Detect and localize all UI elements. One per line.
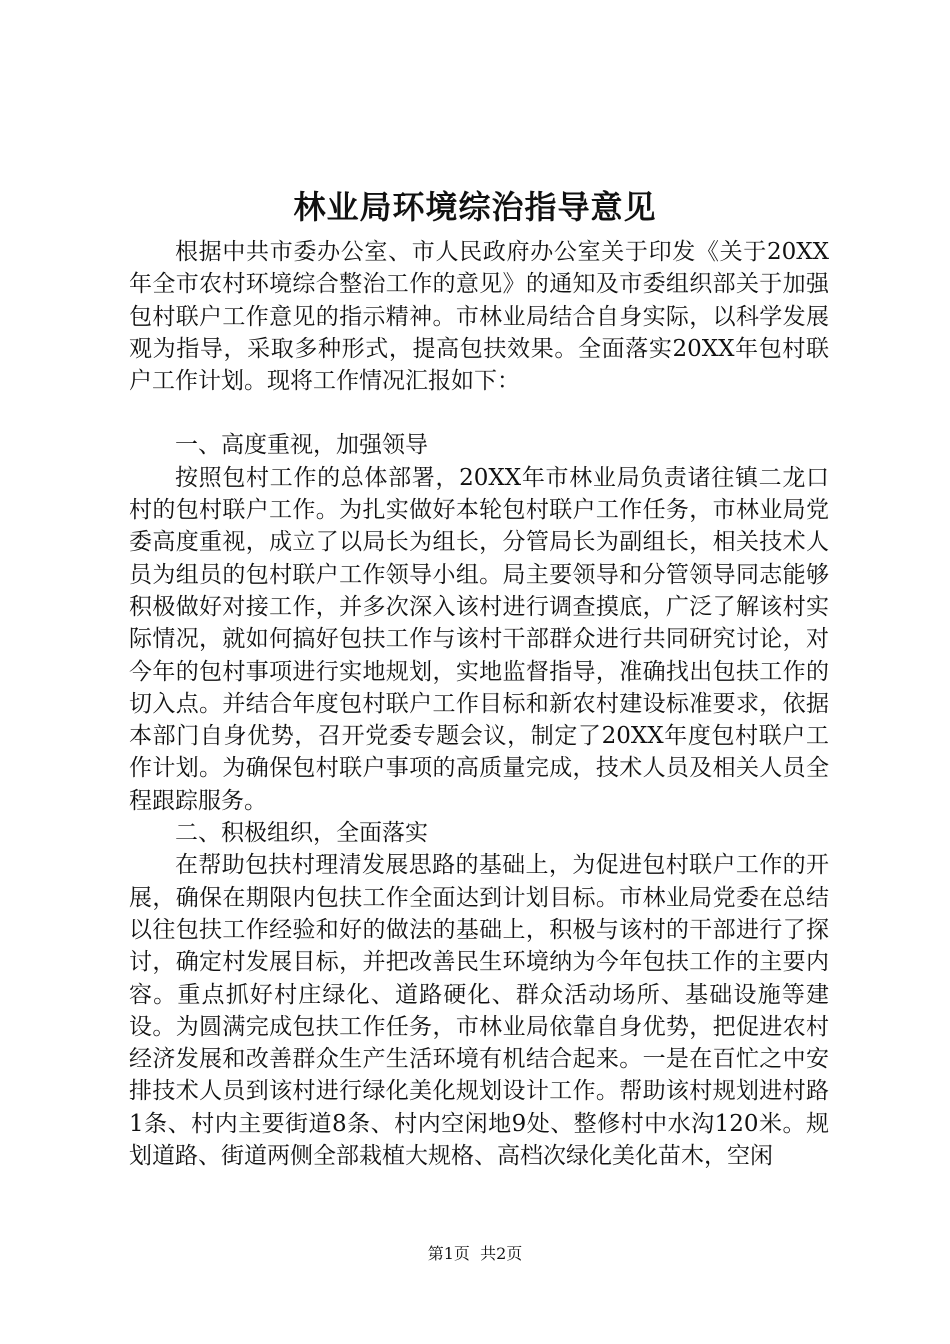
paragraph-intro: 根据中共市委办公室、市人民政府办公室关于印发《关于20XX年全市农村环境综合整治工作的意见》的通知及市委组织部关于加强包村联户工作意见的指示精神。市林业局结合自身实际，以科学发展观为指导，采取多种形式，提高包扶效果。全面落实20XX年包村联户工作计划。现将工作情况汇报如下： [129,239,829,395]
document-title: 林业局环境综治指导意见 [293,188,657,226]
footer-spacer [470,1244,480,1263]
page-total: 共2页 [480,1244,523,1263]
paragraph-section-2: 在帮助包扶村理清发展思路的基础上，为促进包村联户工作的开展，确保在期限内包扶工作全面达到计划目标。市林业局党委在总结以往包扶工作经验和好的做法的基础上，积极与该村的干部进行了探讨，确定村发展目标，并把改善民生环境纳为今年包扶工作的主要内容。重点抓好村庄绿化、道路硬化、群众活动场所、基础设施等建设。为圆满完成包扶工作任务，市林业局依靠自身优势，把促进农村经济发展和改善群众生产生活环境有机结合起来。一是在百忙之中安排技术人员到该村进行绿化美化规划设计工作。帮助该村规划进村路1条、村内主要街道8条、村内空闲地9处、整修村中水沟120米。规划道路、街道两侧全部栽植大规格、高档次绿化美化苗木，空闲 [129,852,829,1170]
paragraph-section-1: 按照包村工作的总体部署，20XX年市林业局负责诸往镇二龙口村的包村联户工作。为扎实做好本轮包村联户工作任务，市林业局党委高度重视，成立了以局长为组长，分管局长为副组长，相关技术人员为组员的包村联户工作领导小组。局主要领导和分管领导同志能够积极做好对接工作，并多次深入该村进行调查摸底，广泛了解该村实际情况，就如何搞好包扶工作与该村干部群众进行共同研究讨论，对今年的包村事项进行实地规划，实地监督指导，准确找出包扶工作的切入点。并结合年度包村联户工作目标和新农村建设标准要求，依据本部门自身优势，召开党委专题会议，制定了20XX年度包村联户工作计划。为确保包村联户事项的高质量完成，技术人员及相关人员全程跟踪服务。 [129,464,829,814]
paragraph-gap [129,397,829,429]
section-heading-1: 一、高度重视，加强领导 [175,432,428,459]
section-heading-2: 二、积极组织，全面落实 [175,820,428,847]
page-footer [0,1242,950,1266]
document-body [129,236,829,1172]
page-number: 第1页 [427,1244,470,1263]
